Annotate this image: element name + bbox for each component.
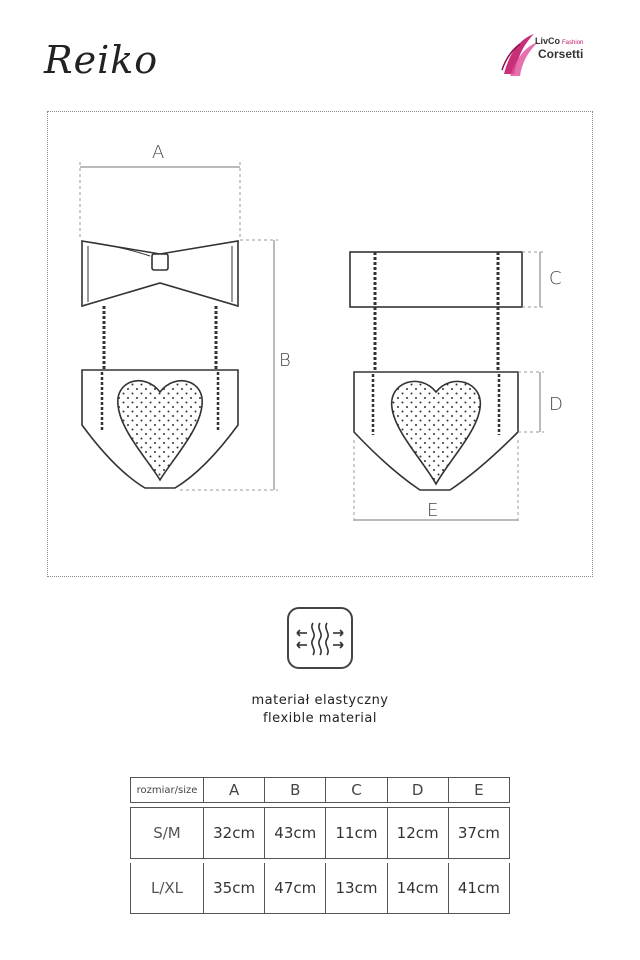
size-cell: S/M bbox=[130, 807, 204, 859]
size-table bbox=[130, 773, 510, 918]
size-table-col-b: B bbox=[265, 777, 326, 803]
size-cell: L/XL bbox=[130, 863, 204, 914]
value-cell: 47cm bbox=[265, 863, 326, 914]
front-view bbox=[80, 162, 278, 490]
size-table-header-label: rozmiar/size bbox=[130, 777, 204, 803]
value-cell: 41cm bbox=[449, 863, 510, 914]
value-cell: 13cm bbox=[326, 863, 387, 914]
size-table-col-c: C bbox=[326, 777, 387, 803]
dimension-label-b: B bbox=[279, 350, 291, 371]
dimension-label-e: E bbox=[427, 500, 439, 521]
elastic-waves-icon bbox=[289, 609, 351, 667]
brand-line2: Corsetti bbox=[538, 47, 584, 61]
feature-label-polish: materiał elastyczny bbox=[251, 693, 389, 708]
brand-line1: LivCo Fashion bbox=[535, 36, 584, 46]
back-view bbox=[350, 252, 544, 524]
value-cell: 43cm bbox=[265, 807, 326, 859]
size-table-header bbox=[130, 777, 510, 803]
value-cell: 35cm bbox=[204, 863, 265, 914]
elastic-material-badge bbox=[287, 607, 353, 669]
value-cell: 32cm bbox=[204, 807, 265, 859]
feature-label-english: flexible material bbox=[262, 711, 378, 726]
value-cell: 37cm bbox=[449, 807, 510, 859]
table-row bbox=[130, 807, 510, 859]
size-table-col-a: A bbox=[204, 777, 265, 803]
size-table-col-e: E bbox=[449, 777, 510, 803]
dimension-label-d: D bbox=[549, 394, 563, 415]
value-cell: 11cm bbox=[326, 807, 387, 859]
product-name: Reiko bbox=[44, 38, 159, 82]
dimension-label-a: A bbox=[152, 142, 165, 163]
value-cell: 12cm bbox=[388, 807, 449, 859]
size-table-col-d: D bbox=[388, 777, 449, 803]
dimension-label-c: C bbox=[549, 268, 562, 289]
table-row bbox=[130, 863, 510, 914]
value-cell: 14cm bbox=[388, 863, 449, 914]
